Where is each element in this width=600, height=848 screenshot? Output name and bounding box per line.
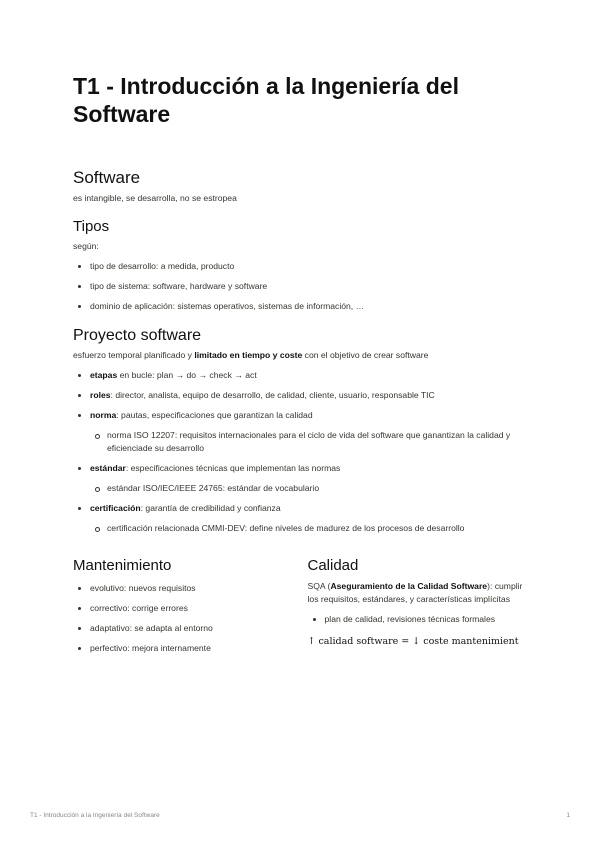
sub-list-item: norma ISO 12207: requisitos internacionales para el ciclo de vida del software que ganantizan la calidad y eficienciade su desarrollo [90,429,528,455]
tipos-list [73,260,528,313]
list-item [73,369,528,382]
list-item [73,502,528,535]
bold-text: estándar [90,463,126,473]
text: con el objetivo de crear software [302,350,429,360]
text: esfuerzo temporal planificado y [73,350,195,360]
mantenimiento-list [73,582,294,655]
bold-text: Aseguramiento de la Calidad Software [330,581,488,591]
heading-software: Software [73,168,141,187]
heading-proyecto: Proyecto software [73,327,202,344]
list-item: correctivo: corrige errores [73,602,294,615]
list-item: plan de calidad, revisiones técnicas formales [308,613,529,626]
proyecto-intro [73,349,528,362]
list-item: adaptativo: se adapta al entorno [73,622,294,635]
calidad-formula: ↑ calidad software = ↓ coste mantenimient [307,636,519,647]
page-footer [30,812,570,819]
heading-mantenimiento: Mantenimiento [73,557,172,574]
calidad-column [308,557,529,655]
list-item: dominio de aplicación: sistemas operativos, sistemas de información, … [73,300,528,313]
sub-list-item: estándar ISO/IEC/IEEE 24765: estándar de vocabulario [90,482,528,495]
mantenimiento-column [73,557,294,655]
text: ): cumplir los requisitos, estándares, y características implícitas [307,581,523,604]
bold-text: etapas [90,370,118,380]
heading-calidad: Calidad [307,557,359,574]
list-item: evolutivo: nuevos requisitos [73,582,294,595]
list-item [73,409,528,455]
text: : director, analista, equipo de desarrollo, de calidad, cliente, usuario, responsable TIC [110,390,435,400]
list-item: tipo de desarrollo: a medida, producto [73,260,528,273]
proyecto-list [73,369,528,535]
list-item: tipo de sistema: software, hardware y software [73,280,528,293]
footer-title: T1 - Introducción a la Ingeniería del Software [30,812,160,819]
text: : pautas, especificaciones que garantizan la calidad [116,410,313,420]
bold-text: roles [90,390,111,400]
text: en bucle: plan → do → check → act [117,370,257,380]
software-text: es intangible, se desarrolla, no se estropea [73,193,237,203]
text: : especificaciones técnicas que implementan las normas [125,463,341,473]
calidad-intro [308,580,529,606]
bold-text: norma [90,410,117,420]
heading-tipos: Tipos [73,218,110,235]
two-column-section [73,557,528,655]
calidad-list [308,613,529,626]
bold-text: limitado en tiempo y coste [194,350,303,360]
list-item [73,462,528,495]
document-page [73,72,528,655]
text: SQA ( [307,581,331,591]
tipos-intro: según: [73,241,99,251]
sub-list-item: certificación relacionada CMMI-DEV: define niveles de madurez de los procesos de desarrollo [90,522,528,535]
text: : garantía de credibilidad y confianza [140,503,281,513]
list-item [73,389,528,402]
bold-text: certificación [90,503,141,513]
list-item: perfectivo: mejora internamente [73,642,294,655]
page-number: 1 [566,812,570,819]
page-title: T1 - Introducción a la Ingeniería del Software [73,73,459,127]
